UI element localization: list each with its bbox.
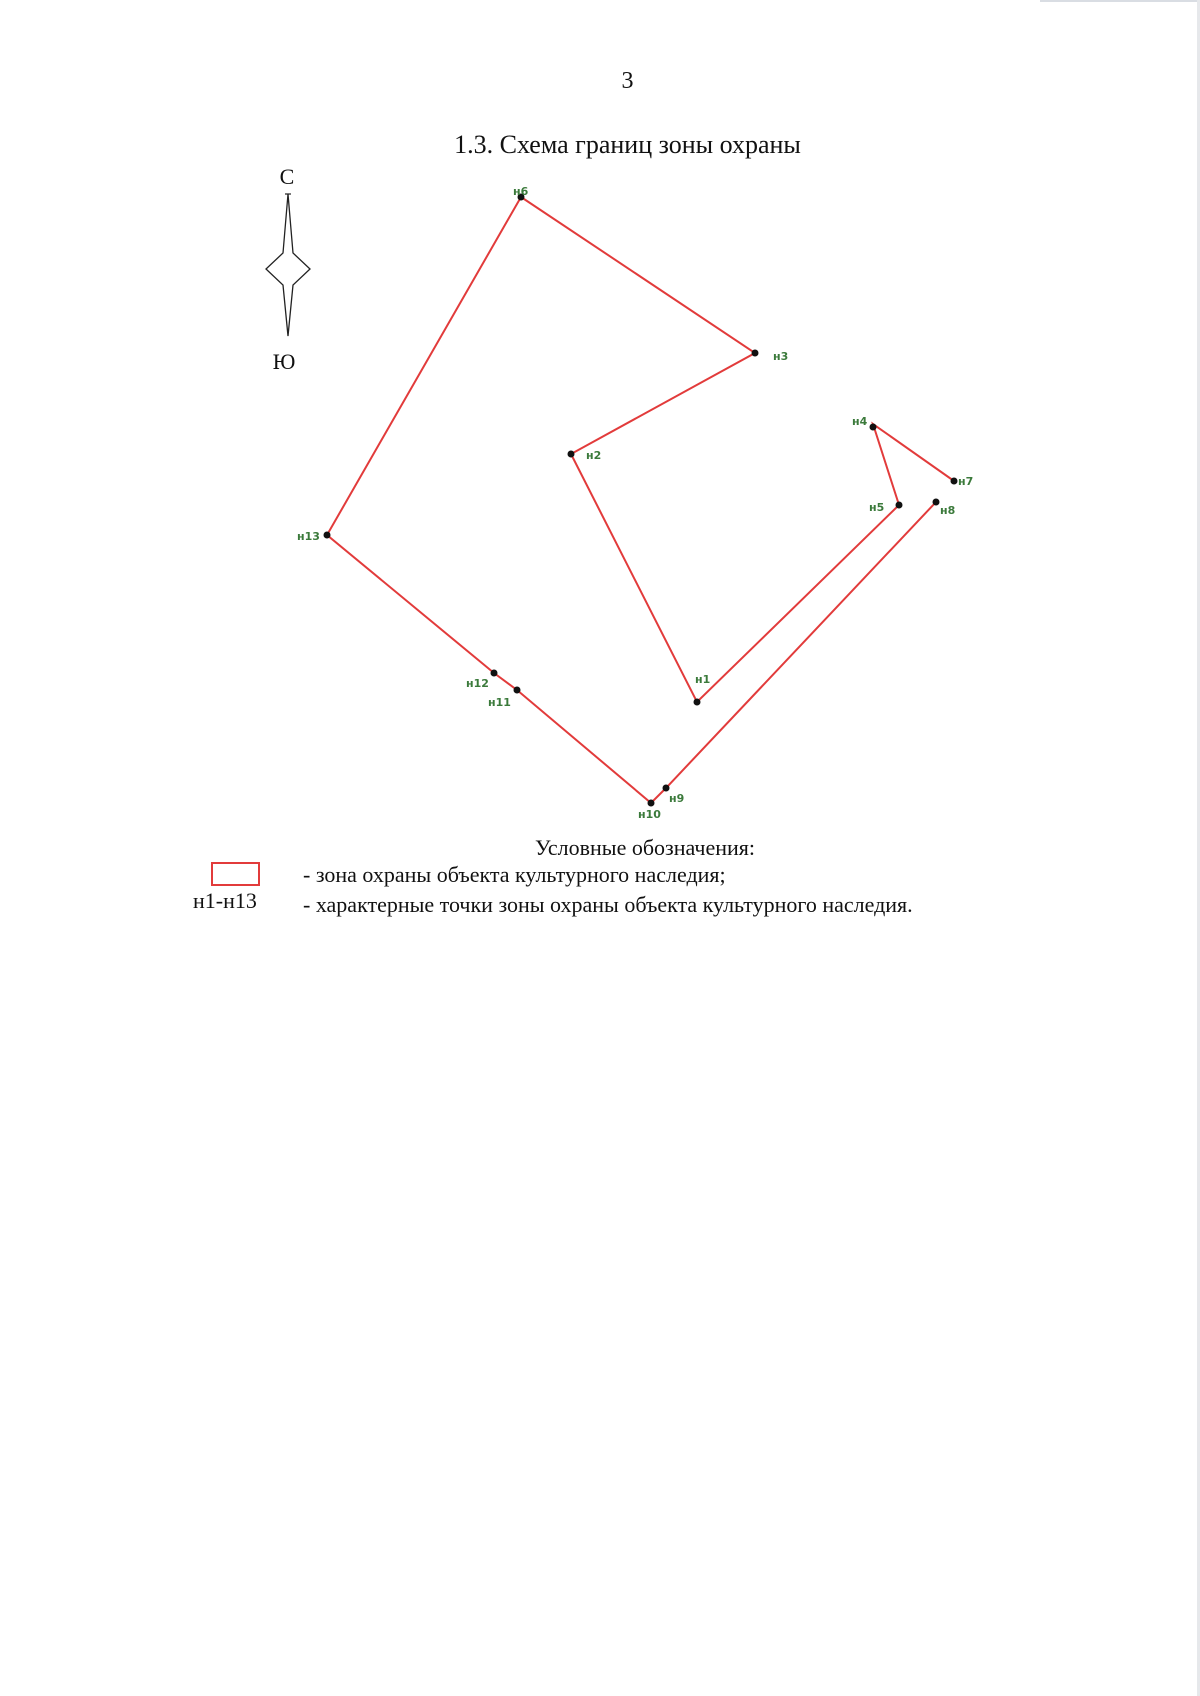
point-label-n13: н13 — [297, 530, 320, 543]
point-marker — [896, 502, 903, 509]
point-label-n4: н4 — [852, 415, 868, 428]
point-marker — [324, 532, 331, 539]
point-marker — [491, 670, 498, 677]
point-label-n3: н3 — [773, 350, 789, 363]
point-marker — [648, 800, 655, 807]
point-marker — [568, 451, 575, 458]
point-label-n2: н2 — [586, 449, 602, 462]
legend-points-code: н1-н13 — [193, 888, 257, 913]
boundary-west — [327, 197, 936, 803]
point-label-n7: н7 — [958, 475, 974, 488]
point-label-n1: н1 — [695, 673, 711, 686]
point-label-n11: н11 — [488, 696, 511, 709]
point-labels — [297, 185, 973, 821]
point-marker — [870, 424, 877, 431]
point-marker — [951, 478, 958, 485]
compass-south-label: Ю — [272, 349, 296, 374]
point-label-n5: н5 — [869, 501, 885, 514]
compass-north-label: С — [279, 164, 295, 189]
point-marker — [752, 350, 759, 357]
page-number: 3 — [621, 68, 634, 94]
point-marker — [514, 687, 521, 694]
point-label-n9: н9 — [669, 792, 685, 805]
point-label-n6: н6 — [513, 185, 529, 198]
boundary-points — [324, 194, 958, 807]
point-label-n10: н10 — [638, 808, 661, 821]
legend-points-text: - характерные точки зоны охраны объекта культурного наследия. — [303, 892, 913, 917]
legend-title: Условные обозначения: — [534, 835, 756, 860]
legend-zone-swatch — [211, 862, 260, 886]
boundary-lines — [327, 197, 954, 803]
legend-zone-text: - зона охраны объекта культурного наследия; — [303, 862, 726, 887]
point-marker — [933, 499, 940, 506]
point-label-n8: н8 — [940, 504, 956, 517]
point-marker — [663, 785, 670, 792]
point-marker — [694, 699, 701, 706]
page-title: 1.3. Схема границ зоны охраны — [454, 130, 801, 159]
point-label-n12: н12 — [466, 677, 489, 690]
